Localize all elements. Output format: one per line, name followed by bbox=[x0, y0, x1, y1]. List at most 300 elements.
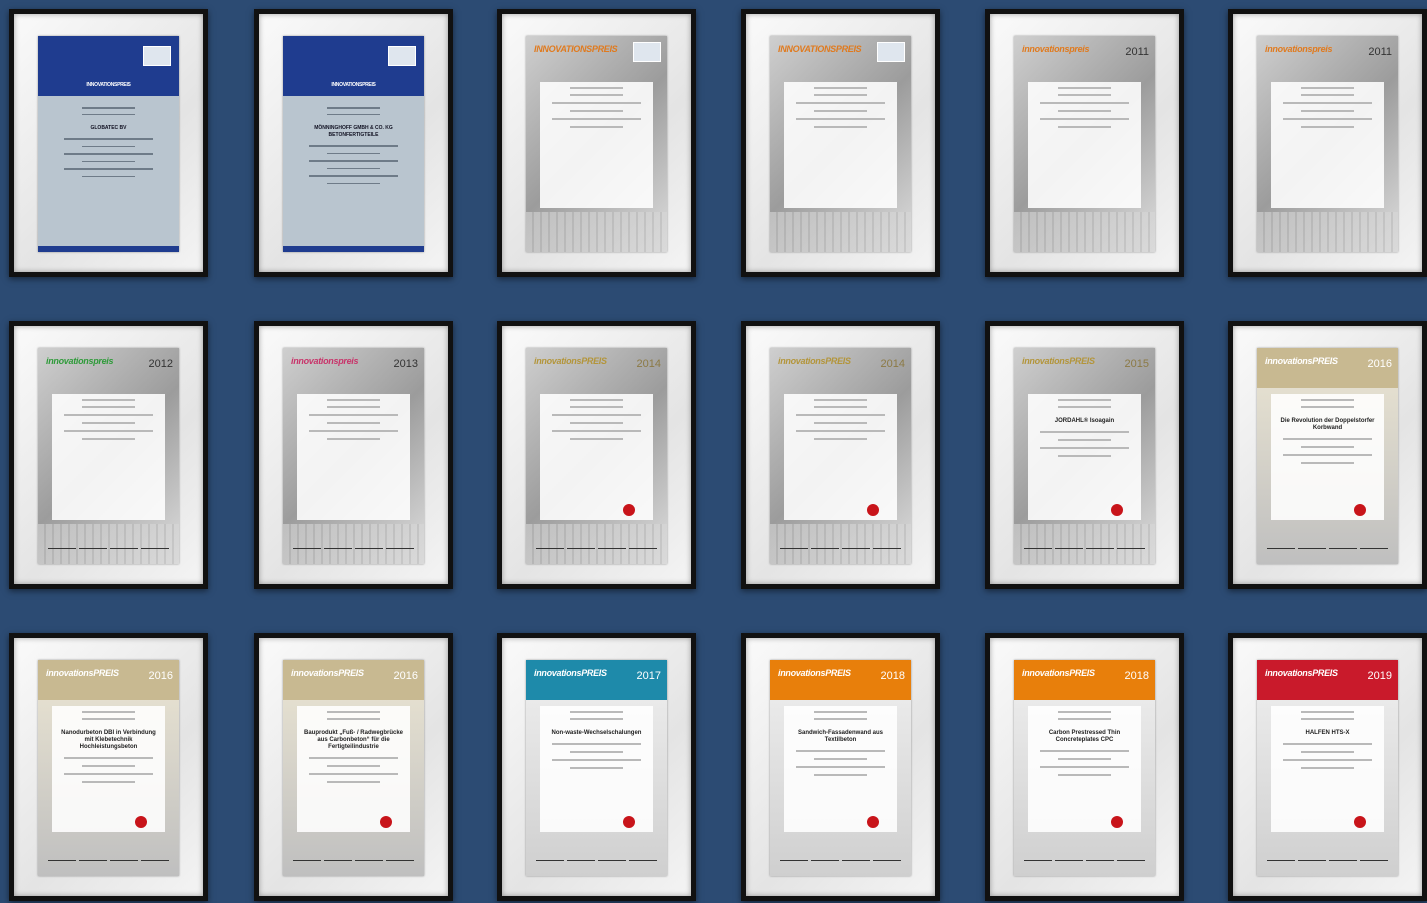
award-product-name: HALFEN HTS-X bbox=[1305, 730, 1350, 736]
certificate-header bbox=[283, 348, 424, 388]
signature-line-icon bbox=[567, 860, 595, 861]
signature-line-icon bbox=[293, 548, 321, 549]
certificate-frame[interactable] bbox=[9, 321, 208, 589]
text-line bbox=[64, 430, 153, 432]
text-line bbox=[570, 110, 623, 112]
text-line bbox=[82, 711, 135, 713]
signature-line-icon bbox=[598, 548, 626, 549]
certificate-year: 2013 bbox=[393, 358, 418, 370]
certificate-title: INNOVATIONSPREIS bbox=[778, 44, 862, 54]
signatures bbox=[1024, 856, 1145, 862]
text-line bbox=[309, 414, 398, 416]
signature-line-icon bbox=[386, 860, 414, 861]
text-line bbox=[1301, 767, 1354, 769]
certificate-title: innovationsPREIS bbox=[534, 668, 607, 678]
text-line bbox=[309, 430, 398, 432]
certificate-frame[interactable] bbox=[741, 321, 940, 589]
certificate-title: INNOVATIONSPREIS bbox=[331, 82, 376, 88]
certificate-body bbox=[297, 102, 410, 244]
text-line bbox=[82, 114, 135, 116]
text-line bbox=[1040, 447, 1129, 449]
certificate-body bbox=[540, 394, 653, 520]
certificate-title: innovationsPREIS bbox=[291, 668, 364, 678]
certificate-footer-band bbox=[38, 246, 179, 252]
certificate-year: 2018 bbox=[880, 670, 905, 682]
frame-mat bbox=[259, 14, 448, 272]
frame-mat bbox=[502, 14, 691, 272]
text-line bbox=[327, 153, 380, 155]
frame-mat bbox=[14, 326, 203, 584]
text-line bbox=[82, 765, 135, 767]
text-line bbox=[82, 406, 135, 408]
text-line bbox=[1301, 711, 1354, 713]
text-line bbox=[82, 146, 135, 148]
certificate-body bbox=[52, 102, 165, 244]
certificate-title: INNOVATIONSPREIS bbox=[534, 44, 618, 54]
text-line bbox=[1058, 711, 1111, 713]
certificate-header bbox=[1014, 36, 1155, 76]
signature-line-icon bbox=[598, 860, 626, 861]
certificate-year: 2018 bbox=[1124, 670, 1149, 682]
text-line bbox=[796, 414, 885, 416]
text-line bbox=[64, 757, 153, 759]
certificate-title: innovationsPREIS bbox=[1265, 668, 1338, 678]
signature-line-icon bbox=[780, 860, 808, 861]
text-line bbox=[1058, 94, 1111, 96]
certificate-body bbox=[1028, 394, 1141, 520]
text-line bbox=[82, 781, 135, 783]
signature-line-icon bbox=[1024, 860, 1052, 861]
text-line bbox=[327, 399, 380, 401]
text-line bbox=[327, 718, 380, 720]
text-line bbox=[796, 430, 885, 432]
text-line bbox=[814, 94, 867, 96]
signatures bbox=[1024, 544, 1145, 550]
signature-line-icon bbox=[1117, 860, 1145, 861]
certificate-document bbox=[526, 348, 667, 564]
certificate-frame[interactable] bbox=[1228, 633, 1427, 901]
text-line bbox=[814, 126, 867, 128]
certificate-title: innovationspreis bbox=[1265, 44, 1333, 54]
text-line bbox=[1301, 126, 1354, 128]
text-line bbox=[64, 773, 153, 775]
text-line bbox=[1301, 406, 1354, 408]
signatures bbox=[1267, 544, 1388, 550]
text-line bbox=[1040, 766, 1129, 768]
signature-line-icon bbox=[110, 548, 138, 549]
text-line bbox=[327, 107, 380, 109]
signature-line-icon bbox=[1086, 548, 1114, 549]
signature-line-icon bbox=[811, 860, 839, 861]
text-line bbox=[814, 87, 867, 89]
certificate-header bbox=[770, 660, 911, 700]
certificate-document bbox=[283, 660, 424, 876]
signature-line-icon bbox=[842, 860, 870, 861]
signature-line-icon bbox=[1267, 548, 1295, 549]
certificate-year: 2017 bbox=[636, 670, 661, 682]
certificate-body bbox=[784, 706, 897, 832]
award-product-name: JORDAHL® Isoagain bbox=[1054, 418, 1115, 424]
frame-mat bbox=[990, 638, 1179, 896]
text-line bbox=[64, 153, 153, 155]
text-line bbox=[64, 138, 153, 140]
award-product-name: Carbon Prestressed Thin Concreteplates CPC bbox=[1048, 730, 1121, 743]
text-line bbox=[814, 758, 867, 760]
certificate-title: innovationspreis bbox=[291, 356, 359, 366]
text-line bbox=[814, 718, 867, 720]
text-line bbox=[1301, 87, 1354, 89]
text-line bbox=[814, 110, 867, 112]
text-line bbox=[309, 175, 398, 177]
certificate-header bbox=[526, 348, 667, 388]
certificate-title: innovationsPREIS bbox=[534, 356, 607, 366]
text-line bbox=[796, 766, 885, 768]
text-line bbox=[1301, 718, 1354, 720]
text-line bbox=[309, 160, 398, 162]
certificate-frame[interactable] bbox=[985, 633, 1184, 901]
award-product-name: Nanodurbeton DBI in Verbindung mit Klebetechnik Hochleistungsbeton bbox=[61, 730, 156, 750]
certificate-document bbox=[1257, 348, 1398, 564]
text-line bbox=[570, 94, 623, 96]
frame-mat bbox=[1233, 326, 1422, 584]
award-product-name: Bauprodukt „Fuß- / Radwegbrücke aus Carbonbeton“ für die Fertigteilindustrie bbox=[303, 730, 403, 750]
signature-line-icon bbox=[141, 860, 169, 861]
building-background-icon bbox=[526, 212, 667, 252]
certificate-frame[interactable] bbox=[254, 9, 453, 277]
frame-mat bbox=[990, 326, 1179, 584]
signature-line-icon bbox=[1360, 548, 1388, 549]
certificate-body bbox=[52, 394, 165, 520]
text-line bbox=[82, 107, 135, 109]
award-product-name: Sandwich-Fassadenwand aus Textilbeton bbox=[797, 730, 884, 743]
red-seal-icon bbox=[1354, 504, 1366, 516]
certificate-header bbox=[283, 660, 424, 700]
certificate-document bbox=[770, 36, 911, 252]
certificate-frame[interactable] bbox=[497, 633, 696, 901]
text-line bbox=[82, 399, 135, 401]
text-line bbox=[796, 102, 885, 104]
certificate-year: 2011 bbox=[1368, 46, 1392, 58]
text-line bbox=[570, 422, 623, 424]
frame-mat bbox=[259, 326, 448, 584]
certificate-document bbox=[526, 660, 667, 876]
text-line bbox=[814, 711, 867, 713]
text-line bbox=[1058, 439, 1111, 441]
text-line bbox=[570, 751, 623, 753]
text-line bbox=[1301, 462, 1354, 464]
certificate-footer-band bbox=[283, 246, 424, 252]
sponsor-logo-icon bbox=[388, 46, 416, 66]
building-background-icon bbox=[1257, 212, 1398, 252]
frame-mat bbox=[746, 638, 935, 896]
text-line bbox=[1301, 751, 1354, 753]
signatures bbox=[1267, 856, 1388, 862]
text-line bbox=[82, 176, 135, 178]
signature-line-icon bbox=[873, 860, 901, 861]
text-line bbox=[1040, 431, 1129, 433]
text-line bbox=[1058, 110, 1111, 112]
text-line bbox=[327, 781, 380, 783]
certificate-year: 2014 bbox=[636, 358, 661, 370]
text-line bbox=[796, 750, 885, 752]
certificate-document bbox=[38, 36, 179, 252]
text-line bbox=[814, 406, 867, 408]
text-line bbox=[570, 399, 623, 401]
text-line bbox=[552, 414, 641, 416]
certificate-body bbox=[1271, 706, 1384, 832]
signature-line-icon bbox=[355, 548, 383, 549]
text-line bbox=[570, 438, 623, 440]
red-seal-icon bbox=[623, 816, 635, 828]
certificate-header bbox=[1257, 36, 1398, 76]
sponsor-logo-icon bbox=[877, 42, 905, 62]
certificate-year: 2012 bbox=[148, 358, 173, 370]
frame-mat bbox=[14, 14, 203, 272]
red-seal-icon bbox=[867, 816, 879, 828]
certificate-body bbox=[297, 706, 410, 832]
text-line bbox=[552, 743, 641, 745]
text-line bbox=[327, 406, 380, 408]
text-line bbox=[1283, 118, 1372, 120]
certificate-document bbox=[770, 660, 911, 876]
certificate-title: innovationspreis bbox=[1022, 44, 1090, 54]
text-line bbox=[1040, 102, 1129, 104]
certificate-title: innovationsPREIS bbox=[1022, 668, 1095, 678]
signature-line-icon bbox=[79, 548, 107, 549]
certificate-title: innovationsPREIS bbox=[778, 356, 851, 366]
certificate-year: 2016 bbox=[148, 670, 173, 682]
text-line bbox=[570, 126, 623, 128]
text-line bbox=[82, 422, 135, 424]
text-line bbox=[814, 399, 867, 401]
building-background-icon bbox=[1014, 212, 1155, 252]
certificate-frame[interactable] bbox=[254, 633, 453, 901]
text-line bbox=[1283, 102, 1372, 104]
text-line bbox=[1058, 758, 1111, 760]
award-product-name: Non-waste-Wechselschalungen bbox=[551, 730, 642, 736]
certificate-frame[interactable] bbox=[741, 633, 940, 901]
text-line bbox=[570, 711, 623, 713]
signature-line-icon bbox=[780, 548, 808, 549]
certificate-header bbox=[1257, 660, 1398, 700]
frame-mat bbox=[746, 14, 935, 272]
signature-line-icon bbox=[141, 548, 169, 549]
certificate-header bbox=[38, 660, 179, 700]
certificate-body bbox=[784, 82, 897, 208]
text-line bbox=[570, 718, 623, 720]
signature-line-icon bbox=[873, 548, 901, 549]
frame-mat bbox=[14, 638, 203, 896]
signatures bbox=[536, 544, 657, 550]
text-line bbox=[552, 430, 641, 432]
certificate-header bbox=[38, 36, 179, 96]
certificate-body bbox=[297, 394, 410, 520]
text-line bbox=[1283, 438, 1372, 440]
certificate-body bbox=[540, 82, 653, 208]
text-line bbox=[327, 438, 380, 440]
text-line bbox=[1058, 87, 1111, 89]
certificate-title: innovationspreis bbox=[46, 356, 114, 366]
certificate-frame[interactable] bbox=[985, 9, 1184, 277]
frame-mat bbox=[502, 638, 691, 896]
certificate-header bbox=[770, 348, 911, 388]
text-line bbox=[82, 718, 135, 720]
award-product-name: MÖNNINGHOFF GMBH & CO. KG BETONFERTIGTEILE bbox=[314, 125, 393, 138]
frame-mat bbox=[990, 14, 1179, 272]
text-line bbox=[570, 406, 623, 408]
signature-line-icon bbox=[324, 548, 352, 549]
signature-line-icon bbox=[536, 548, 564, 549]
signatures bbox=[536, 856, 657, 862]
certificate-document bbox=[1257, 660, 1398, 876]
certificate-document bbox=[770, 348, 911, 564]
certificate-year: 2011 bbox=[1125, 46, 1149, 58]
signature-line-icon bbox=[1329, 548, 1357, 549]
certificate-body bbox=[1028, 706, 1141, 832]
certificate-frame[interactable] bbox=[254, 321, 453, 589]
certificate-header bbox=[526, 660, 667, 700]
text-line bbox=[1283, 454, 1372, 456]
certificate-title: innovationsPREIS bbox=[1265, 356, 1338, 366]
signature-line-icon bbox=[48, 548, 76, 549]
certificate-frame[interactable] bbox=[1228, 9, 1427, 277]
frame-mat bbox=[746, 326, 935, 584]
signature-line-icon bbox=[1298, 860, 1326, 861]
signature-line-icon bbox=[1360, 860, 1388, 861]
certificate-frame[interactable] bbox=[9, 9, 208, 277]
certificate-frame[interactable] bbox=[985, 321, 1184, 589]
text-line bbox=[796, 118, 885, 120]
signatures bbox=[48, 856, 169, 862]
text-line bbox=[327, 422, 380, 424]
text-line bbox=[327, 114, 380, 116]
certificate-header bbox=[283, 36, 424, 96]
signatures bbox=[780, 544, 901, 550]
sponsor-logo-icon bbox=[143, 46, 171, 66]
frame-mat bbox=[502, 326, 691, 584]
text-line bbox=[814, 438, 867, 440]
signatures bbox=[780, 856, 901, 862]
signature-line-icon bbox=[110, 860, 138, 861]
text-line bbox=[1058, 126, 1111, 128]
red-seal-icon bbox=[135, 816, 147, 828]
text-line bbox=[327, 183, 380, 185]
signature-line-icon bbox=[629, 548, 657, 549]
text-line bbox=[64, 168, 153, 170]
text-line bbox=[1058, 455, 1111, 457]
signature-line-icon bbox=[842, 548, 870, 549]
signature-line-icon bbox=[386, 548, 414, 549]
certificate-body bbox=[52, 706, 165, 832]
certificate-document bbox=[1014, 660, 1155, 876]
signature-line-icon bbox=[1117, 548, 1145, 549]
certificate-header bbox=[38, 348, 179, 388]
certificate-year: 2016 bbox=[1367, 358, 1392, 370]
certificate-header bbox=[1257, 348, 1398, 388]
signature-line-icon bbox=[567, 548, 595, 549]
text-line bbox=[1058, 406, 1111, 408]
certificate-document bbox=[38, 348, 179, 564]
certificate-year: 2015 bbox=[1124, 358, 1149, 370]
text-line bbox=[552, 102, 641, 104]
certificate-frame[interactable] bbox=[1228, 321, 1427, 589]
text-line bbox=[570, 767, 623, 769]
sponsor-logo-icon bbox=[633, 42, 661, 62]
text-line bbox=[327, 765, 380, 767]
text-line bbox=[814, 774, 867, 776]
certificate-frame[interactable] bbox=[497, 321, 696, 589]
certificate-header bbox=[1014, 348, 1155, 388]
certificate-year: 2019 bbox=[1367, 670, 1392, 682]
red-seal-icon bbox=[1111, 504, 1123, 516]
signature-line-icon bbox=[1329, 860, 1357, 861]
certificate-document bbox=[1014, 348, 1155, 564]
signature-line-icon bbox=[1055, 860, 1083, 861]
red-seal-icon bbox=[623, 504, 635, 516]
text-line bbox=[1301, 94, 1354, 96]
certificate-document bbox=[283, 348, 424, 564]
text-line bbox=[1040, 118, 1129, 120]
signature-line-icon bbox=[1298, 548, 1326, 549]
text-line bbox=[327, 168, 380, 170]
signature-line-icon bbox=[293, 860, 321, 861]
certificate-title: innovationsPREIS bbox=[778, 668, 851, 678]
certificate-year: 2014 bbox=[880, 358, 905, 370]
certificate-body bbox=[784, 394, 897, 520]
text-line bbox=[309, 773, 398, 775]
red-seal-icon bbox=[1111, 816, 1123, 828]
text-line bbox=[1301, 110, 1354, 112]
certificate-frame[interactable] bbox=[741, 9, 940, 277]
text-line bbox=[1058, 718, 1111, 720]
certificate-year: 2016 bbox=[393, 670, 418, 682]
signature-line-icon bbox=[48, 860, 76, 861]
certificate-frame[interactable] bbox=[497, 9, 696, 277]
text-line bbox=[309, 757, 398, 759]
signature-line-icon bbox=[629, 860, 657, 861]
text-line bbox=[1058, 399, 1111, 401]
frame-mat bbox=[1233, 14, 1422, 272]
signatures bbox=[293, 856, 414, 862]
text-line bbox=[1301, 399, 1354, 401]
text-line bbox=[1040, 750, 1129, 752]
certificate-body bbox=[1271, 82, 1384, 208]
text-line bbox=[82, 438, 135, 440]
frame-mat bbox=[1233, 638, 1422, 896]
text-line bbox=[570, 87, 623, 89]
certificate-header bbox=[526, 36, 667, 76]
certificate-header bbox=[1014, 660, 1155, 700]
signature-line-icon bbox=[1024, 548, 1052, 549]
certificate-document bbox=[38, 660, 179, 876]
certificate-document bbox=[283, 36, 424, 252]
certificate-frame[interactable] bbox=[9, 633, 208, 901]
signatures bbox=[48, 544, 169, 550]
award-product-name: Die Revolution der Doppelstorfer Korbwand bbox=[1280, 418, 1375, 431]
text-line bbox=[1283, 759, 1372, 761]
certificate-title: innovationsPREIS bbox=[1022, 356, 1095, 366]
signature-line-icon bbox=[1267, 860, 1295, 861]
certificate-document bbox=[526, 36, 667, 252]
certificate-document bbox=[1257, 36, 1398, 252]
certificate-body bbox=[1271, 394, 1384, 520]
certificate-body bbox=[540, 706, 653, 832]
text-line bbox=[814, 422, 867, 424]
signature-line-icon bbox=[355, 860, 383, 861]
red-seal-icon bbox=[380, 816, 392, 828]
signature-line-icon bbox=[1055, 548, 1083, 549]
text-line bbox=[1283, 743, 1372, 745]
